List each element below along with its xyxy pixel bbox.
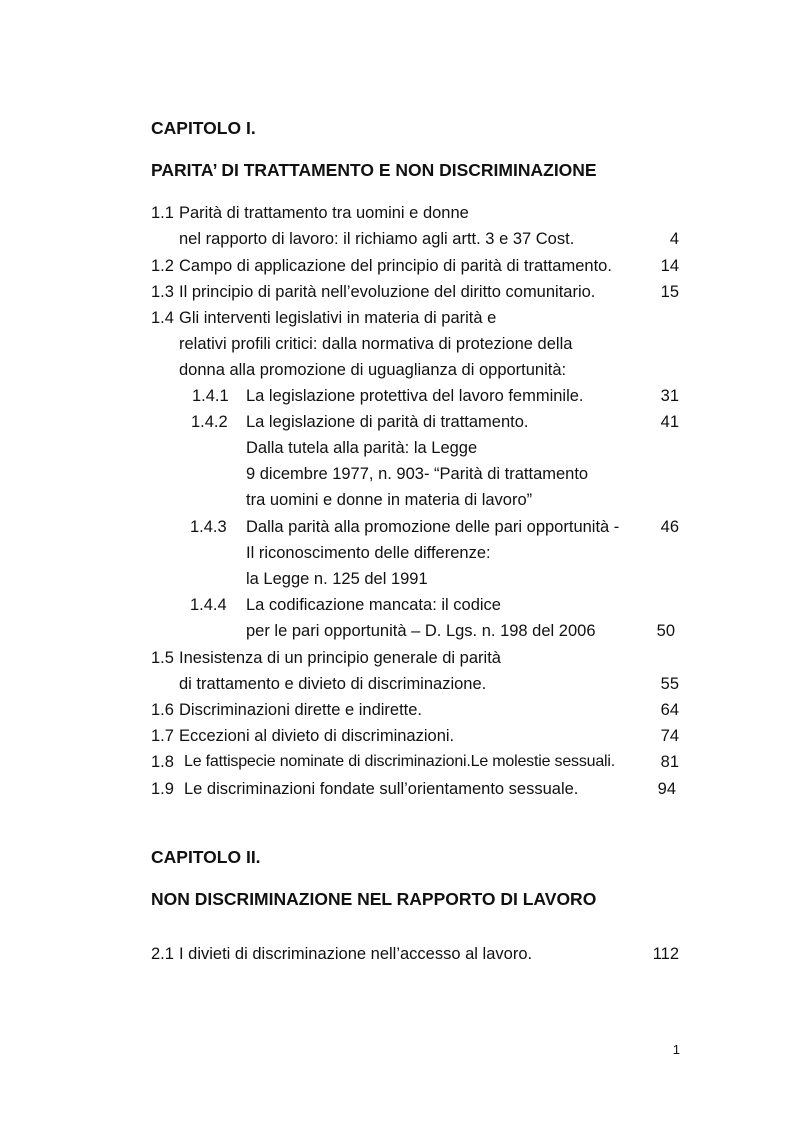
toc-entry-number: 1.4.2 [191,413,228,431]
toc-entry-text: Dalla parità alla promozione delle pari opportunità - [246,518,620,536]
toc-page-number: 112 [652,945,679,963]
chapter-1-heading: CAPITOLO I. [151,118,256,138]
toc-page-number: 81 [660,753,679,771]
toc-entry-text: Inesistenza di un principio generale di parità [179,649,501,667]
toc-page-number: 55 [660,675,679,693]
toc-entry-text: La legislazione protettiva del lavoro femminile. [246,387,584,405]
toc-entry-text: per le pari opportunità – D. Lgs. n. 198 del 2006 [246,622,596,640]
toc-entry-text: Campo di applicazione del principio di parità di trattamento. [179,257,612,275]
chapter-2-heading: CAPITOLO II. [151,847,261,867]
toc-entry-number: 1.8 [151,753,174,771]
toc-entry-number: 1.6 [151,701,174,719]
toc-entry-number: 1.2 [151,257,174,275]
toc-page-number: 46 [660,518,679,536]
toc-entry-text: 9 dicembre 1977, n. 903- “Parità di trattamento [246,465,589,483]
toc-page-number: 15 [660,283,679,301]
chapter-2-title: NON DISCRIMINAZIONE NEL RAPPORTO DI LAVORO [151,889,597,909]
toc-page-number: 41 [660,413,679,431]
toc-entry-number: 1.3 [151,283,174,301]
toc-entry-text: Discriminazioni dirette e indirette. [179,701,423,719]
toc-page-number: 74 [660,727,679,745]
page-number: 1 [672,1042,680,1057]
toc-entry-number: 1.7 [151,727,174,745]
toc-entry-text: Il riconoscimento delle differenze: [246,544,491,562]
toc-entry-text: nel rapporto di lavoro: il richiamo agli artt. 3 e 37 Cost. [179,230,575,248]
toc-entry-number: 1.5 [151,649,174,667]
toc-entry-number: 1.4.3 [190,518,227,536]
toc-page-number: 31 [660,387,679,405]
toc-entry-number: 1.4 [151,309,174,327]
toc-page-number: 50 [656,622,675,640]
toc-entry-text: relativi profili critici: dalla normativa di protezione della [179,335,573,353]
toc-entry-text: Il principio di parità nell’evoluzione del diritto comunitario. [179,283,596,301]
toc-entry-text: Eccezioni al divieto di discriminazioni. [179,727,455,745]
toc-entry-text: di trattamento e divieto di discriminazione. [179,675,487,693]
toc-entry-text: Le fattispecie nominate di discriminazioni.Le molestie sessuali. [184,753,615,770]
toc-page-number: 64 [660,701,679,719]
toc-entry-text: La codificazione mancata: il codice [246,596,501,614]
toc-entry-text: la Legge n. 125 del 1991 [246,570,428,588]
toc-entry-text: La legislazione di parità di trattamento. [246,413,529,431]
toc-entry-text: donna alla promozione di uguaglianza di opportunità: [179,361,567,379]
chapter-1-title: PARITA’ DI TRATTAMENTO E NON DISCRIMINAZIONE [151,160,597,180]
toc-entry-number: 1.1 [151,204,174,222]
toc-page-number: 4 [669,230,679,248]
toc-entry-number: 1.4.1 [192,387,229,405]
toc-entry-text: Le discriminazioni fondate sull’orientamento sessuale. [184,780,579,798]
toc-entry-text: Parità di trattamento tra uomini e donne [179,204,469,222]
toc-entry-text: I divieti di discriminazione nell’accesso al lavoro. [179,945,533,963]
toc-entry-number: 2.1 [151,945,174,963]
toc-entry-text: Dalla tutela alla parità: la Legge [246,439,478,457]
toc-entry-text: tra uomini e donne in materia di lavoro” [246,491,533,509]
toc-page-number: 94 [657,780,676,798]
toc-entry-number: 1.4.4 [190,596,227,614]
toc-entry-text: Gli interventi legislativi in materia di parità e [179,309,497,327]
toc-page-number: 14 [660,257,679,275]
toc-entry-number: 1.9 [151,780,174,798]
